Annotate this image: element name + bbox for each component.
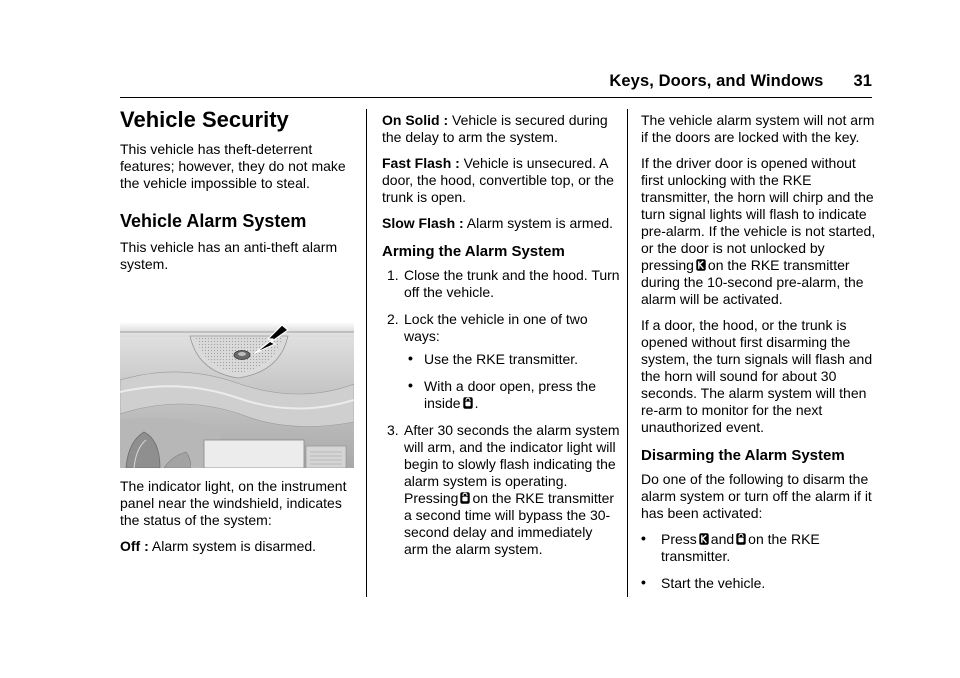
paragraph: The vehicle alarm system will not arm if the doors are locked with the key. — [641, 112, 875, 145]
bullet-text: With a door open, press the — [424, 378, 596, 394]
list-item — [641, 531, 876, 565]
step-text: Close the trunk and the hood. Turn off the vehicle. — [404, 267, 620, 300]
lock-methods — [404, 351, 620, 412]
status-fast-flash — [382, 155, 620, 206]
unlock-icon — [696, 259, 706, 271]
column-divider — [366, 109, 367, 597]
indicator-caption: The indicator light, on the instrument panel near the windshield, indicates the status of the system: — [120, 478, 347, 528]
bullet-text: inside — [424, 395, 461, 411]
list-item — [641, 575, 876, 592]
bullet-text: . — [474, 395, 479, 411]
step-number: 1. — [387, 267, 399, 283]
header-title: Keys, Doors, and Windows — [609, 72, 824, 90]
unlock-icon — [699, 533, 709, 545]
status-solid-term: On Solid : — [382, 112, 449, 128]
arming-title: Arming the Alarm System — [382, 243, 565, 260]
intro-paragraph: This vehicle has theft-deterrent features; however, they do not make the vehicle impossible to steal. — [120, 141, 346, 191]
arming-steps — [382, 267, 620, 558]
step-text: on the RKE transmitter a second time will bypass the 30-second delay and immediately arm the alarm system. — [404, 490, 615, 557]
disarming-title: Disarming the Alarm System — [641, 447, 845, 464]
page-header — [120, 72, 872, 94]
status-slow-text: Alarm system is armed. — [463, 215, 614, 231]
paragraph-text: on the RKE transmitter during the 10-second pre-alarm, the alarm will be activated. — [641, 257, 864, 307]
list-item — [404, 378, 620, 412]
bullet-text: Use the RKE transmitter. — [424, 351, 579, 367]
header-rule — [120, 97, 872, 98]
step-number: 3. — [387, 422, 399, 438]
paragraph: If a door, the hood, or the trunk is opened without first disarming the system, the turn signals will flash and the horn will sound for about 30 seconds. The alarm system will then re-arm to monitor for the next unauthorized event. — [641, 317, 873, 435]
alarm-intro: This vehicle has an anti-theft alarm system. — [120, 239, 338, 272]
bullet: • — [408, 377, 413, 393]
list-item — [404, 351, 620, 368]
step-text: Pressing — [404, 490, 459, 506]
bullet-text: Start the vehicle. — [661, 575, 766, 591]
lock-icon — [460, 492, 470, 504]
bullet-text: on the RKE transmitter. — [661, 531, 820, 564]
status-solid-text: Vehicle is secured during the delay to arm the system. — [382, 112, 608, 145]
column-3 — [641, 112, 876, 602]
status-off-term: Off : — [120, 538, 149, 554]
status-on-solid — [382, 112, 620, 146]
paragraph-text: If the driver door is opened without first unlocking with the RKE transmitter, the horn will chirp and the turn signal lights will flash to indicate pre-alarm. If the vehicle is not started, or the door is not unlocked by pressing — [641, 155, 876, 273]
step-text: Lock the vehicle in one of two ways: — [404, 311, 588, 344]
step-number: 2. — [387, 311, 399, 327]
bullet: • — [408, 350, 413, 366]
disarm-methods — [641, 531, 876, 592]
column-1 — [120, 107, 355, 282]
bullet-text: Press — [661, 531, 697, 547]
bullet: • — [641, 530, 646, 546]
status-slow-flash — [382, 215, 620, 232]
status-slow-term: Slow Flash : — [382, 215, 464, 231]
lock-icon — [736, 533, 746, 545]
status-fast-text: Vehicle is unsecured. A door, the hood, convertible top, or the trunk is open. — [382, 155, 614, 205]
list-item — [382, 311, 620, 412]
lock-icon — [463, 397, 473, 409]
page-number: 31 — [853, 72, 872, 90]
column-1-lower — [120, 478, 355, 564]
subsection-title: Vehicle Alarm System — [120, 211, 307, 231]
bullet-text: and — [710, 531, 735, 547]
column-divider — [627, 109, 628, 597]
list-item — [382, 267, 620, 301]
status-off-text: Alarm system is disarmed. — [148, 538, 317, 554]
column-2 — [382, 112, 620, 568]
paragraph: Do one of the following to disarm the alarm system or turn off the alarm if it has been activated: — [641, 471, 872, 521]
list-item — [382, 422, 620, 558]
status-off — [120, 538, 355, 555]
step-text: After 30 seconds the alarm system will arm, and the indicator light will begin to slowly flash indicating the alarm system is operating. — [404, 422, 620, 489]
section-title: Vehicle Security — [120, 107, 289, 132]
bullet: • — [641, 574, 646, 590]
status-fast-term: Fast Flash : — [382, 155, 460, 171]
instrument-panel-illustration — [120, 322, 354, 468]
paragraph — [641, 155, 876, 308]
